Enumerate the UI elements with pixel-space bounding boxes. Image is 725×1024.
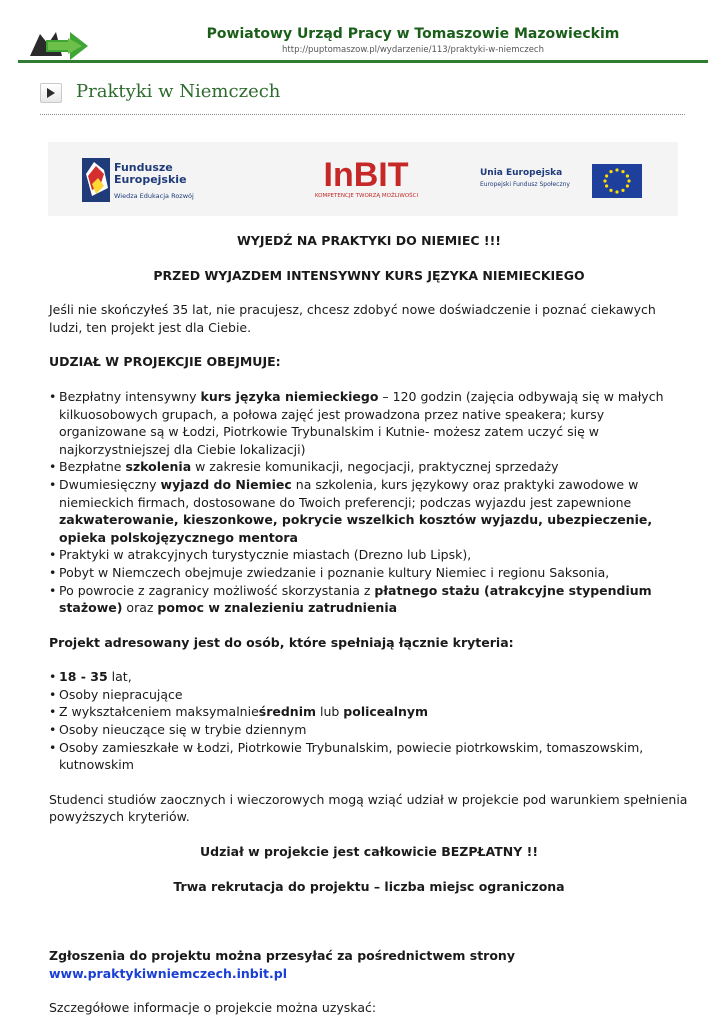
ue-logo <box>480 164 650 204</box>
list-item: • Z wykształceniem maksymalnieśrednim lub policealnym <box>59 703 689 721</box>
site-title: Powiatowy Urząd Pracy w Tomaszowie Mazowieckim <box>206 26 620 42</box>
funding-banner <box>48 142 678 216</box>
page-title: Praktyki w Niemczech <box>76 81 281 102</box>
list-item: • Praktyki w atrakcyjnych turystycznie miastach (Drezno lub Lipsk), <box>59 546 689 564</box>
heading-arrow-icon <box>40 83 62 103</box>
more-info: Szczegółowe informacje o projekcie można uzyskać: <box>49 1000 377 1016</box>
list-item: • Po powrocie z zagranicy możliwość skorzystania z płatnego stażu (atrakcyjne stypendium stażowe) oraz pomoc w znalezieniu zatrudnienia <box>59 582 689 617</box>
list-item: • Bezpłatny intensywny kurs języka niemieckiego – 120 godzin (zajęcia odbywają się w małych kilkuosobowych grupach, a połowa zajęć jest prowadzona przez native speakera; kursy organizowane są w Łodzi, Piotrkowie Trybunalskim i Kutnie- możesz zatem uczyć się w najkorzystniejszej dla Ciebie lokalizacji) <box>59 388 689 458</box>
project-website-link[interactable]: www.praktykiwniemczech.inbit.pl <box>49 965 288 981</box>
benefits-list <box>49 388 689 617</box>
students-note: Studenci studiów zaocznych i wieczorowych mogą wziąć udział w projekcie pod warunkiem spełnienia powyższych kryteriów. <box>49 791 688 825</box>
application-info: Zgłoszenia do projektu można przesyłać za pośrednictwem strony <box>49 948 515 964</box>
fundusze-europejskie-logo <box>82 156 212 206</box>
page-url: http://puptomaszow.pl/wydarzenie/113/praktyki-w-niemczech <box>282 45 544 55</box>
list-item: • Osoby nieuczące się w trybie dziennym <box>59 721 689 739</box>
section-title-includes: UDZIAŁ W PROJEKCJIE OBEJMUJE: <box>49 354 281 370</box>
list-item: • Osoby niepracujące <box>59 686 689 704</box>
header-divider <box>18 60 708 63</box>
ue-subtitle: Europejski Fundusz Społeczny <box>480 181 570 188</box>
list-item: • Osoby zamieszkałe w Łodzi, Piotrkowie Trybunalskim, powiecie piotrkowskim, tomaszowskim, kutnowskim <box>59 739 689 774</box>
section-title-criteria: Projekt adresowany jest do osób, które spełniają łącznie kryteria: <box>49 634 514 650</box>
fe-star-icon <box>82 158 110 202</box>
headline-2: PRZED WYJAZDEM INTENSYWNY KURS JĘZYKA NIEMIECKIEGO <box>153 267 585 283</box>
pup-logo-icon <box>26 26 92 60</box>
criteria-list <box>49 668 689 774</box>
list-item: • 18 - 35 lat, <box>59 668 689 686</box>
page-heading <box>40 80 685 115</box>
list-item: • Bezpłatne szkolenia w zakresie komunikacji, negocjacji, praktycznej sprzedaży <box>59 458 689 476</box>
fe-title: Fundusze Europejskie <box>114 161 187 186</box>
fe-subtitle: Wiedza Edukacja Rozwój <box>114 192 194 200</box>
inbit-wordmark: InBIT <box>323 156 409 192</box>
list-item: • Pobyt w Niemczech obejmuje zwiedzanie i poznanie kultury Niemiec i regionu Saksonia, <box>59 564 689 582</box>
recruitment-notice: Trwa rekrutacja do projektu – liczba miejsc ograniczona <box>173 878 565 894</box>
list-item: • Dwumiesięczny wyjazd do Niemiec na szkolenia, kurs językowy oraz praktyki zawodowe w niemieckich firmach, dostosowane do Twoich preferencji; podczas wyjazdu jest zapewnione zakwaterowanie, kieszonkowe, pokrycie wszelkich kosztów wyjazdu, ubezpieczenie, opieka polskojęzycznego mentora <box>59 476 689 546</box>
ue-title: Unia Europejska <box>480 168 563 178</box>
inbit-tagline: KOMPETENCJE TWORZĄ MOŻLIWOŚCI <box>314 193 419 199</box>
article-content <box>49 232 689 1017</box>
site-header <box>18 14 708 64</box>
intro-paragraph: Jeśli nie skończyłeś 35 lat, nie pracujesz, chcesz zdobyć nowe doświadczenie i poznać ciekawych ludzi, ten projekt jest dla Ciebie. <box>49 302 656 335</box>
eu-flag-icon <box>592 164 642 198</box>
free-participation: Udział w projekcie jest całkowicie BEZPŁATNY !! <box>199 844 539 860</box>
headline-1: WYJEDŹ NA PRAKTYKI DO NIEMIEC !!! <box>237 233 501 248</box>
inbit-logo <box>294 156 439 206</box>
